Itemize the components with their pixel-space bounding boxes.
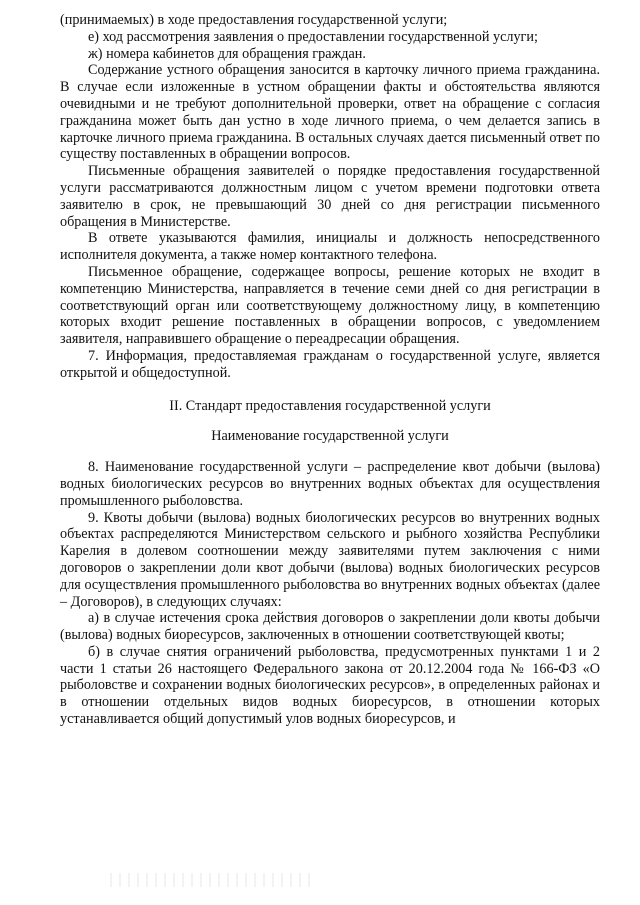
list-item-b: б) в случае снятия ограничений рыболовства, предусмотренных пунктами 1 и 2 части 1 статьи 26 настоящего Федерального закона от 20.12.2004 года № 166-ФЗ «О рыболовстве и сохранении водных биологических ресурсов», в определенных районах и в отношении отдельных видов водных биоресурсов, в отношении которых устанавливается общий допустимый улов водных биоресурсов, и (60, 643, 600, 728)
paragraph-continuation: (принимаемых) в ходе предоставления государственной услуги; (60, 12, 448, 28)
list-item-zh: ж) номера кабинетов для обращения граждан. (88, 45, 366, 62)
paragraph-redirect: Письменное обращение, содержащее вопросы, решение которых не входит в компетенцию Министерства, направляется в течение семи дней со дня регистрации в соответствующий орган или соответствующему должностному лицу, в компетенцию которых входит решение поставленных в обращении вопросов, с уведомлением заявителя, направившего обращение о переадресации обращения. (60, 263, 600, 348)
subheading: Наименование государственной услуги (211, 428, 449, 445)
list-item-a: а) в случае истечения срока действия договоров о закреплении доли квоты добычи (вылова) водных биоресурсов, заключенных в отношении соответствующей квоты; (60, 610, 600, 644)
paragraph-oral-appeal: Содержание устного обращения заносится в карточку личного приема гражданина. В случае если изложенные в устном обращении факты и обстоятельства являются очевидными и не требуют дополнительной проверки, ответ на обращение с согласия гражданина может быть дан устно в ходе личного приема, о чем делается запись в карточке личного приема гражданина. В остальных случаях дается письменный ответ по существу поставленных в обращении вопросов. (60, 62, 600, 163)
paragraph-answer-details: В ответе указываются фамилия, инициалы и должность непосредственного исполнителя документа, а также номер контактного телефона. (60, 230, 600, 264)
scan-noise (110, 873, 310, 887)
paragraph-item-7: 7. Информация, предоставляемая гражданам о государственной услуге, является открытой и общедоступной. (60, 347, 600, 381)
paragraph-item-8: 8. Наименование государственной услуги – распределение квот добычи (вылова) водных биологических ресурсов во внутренних водных объектах для осуществления промышленного рыболовства. (60, 459, 600, 509)
paragraph-written-appeal: Письменные обращения заявителей о порядке предоставления государственной услуги рассматриваются должностным лицом с учетом времени подготовки ответа заявителю в срок, не превышающий 30 дней со дня регистрации письменного обращения в Министерстве. (60, 163, 600, 230)
paragraph-item-9: 9. Квоты добычи (вылова) водных биологических ресурсов во внутренних водных объектах распределяются Министерством сельского и рыбного хозяйства Республики Карелия в долевом соотношении между заявителями путем заключения с ними договоров о закреплении доли квот добычи (вылова) водных биологических ресурсов для осуществления промышленного рыболовства во внутренних водных объектах (далее – Договоров), в следующих случаях: (60, 509, 600, 610)
list-item-e: е) ход рассмотрения заявления о предоставлении государственной услуги; (88, 28, 538, 45)
section-heading: II. Стандарт предоставления государственной услуги (169, 397, 491, 414)
